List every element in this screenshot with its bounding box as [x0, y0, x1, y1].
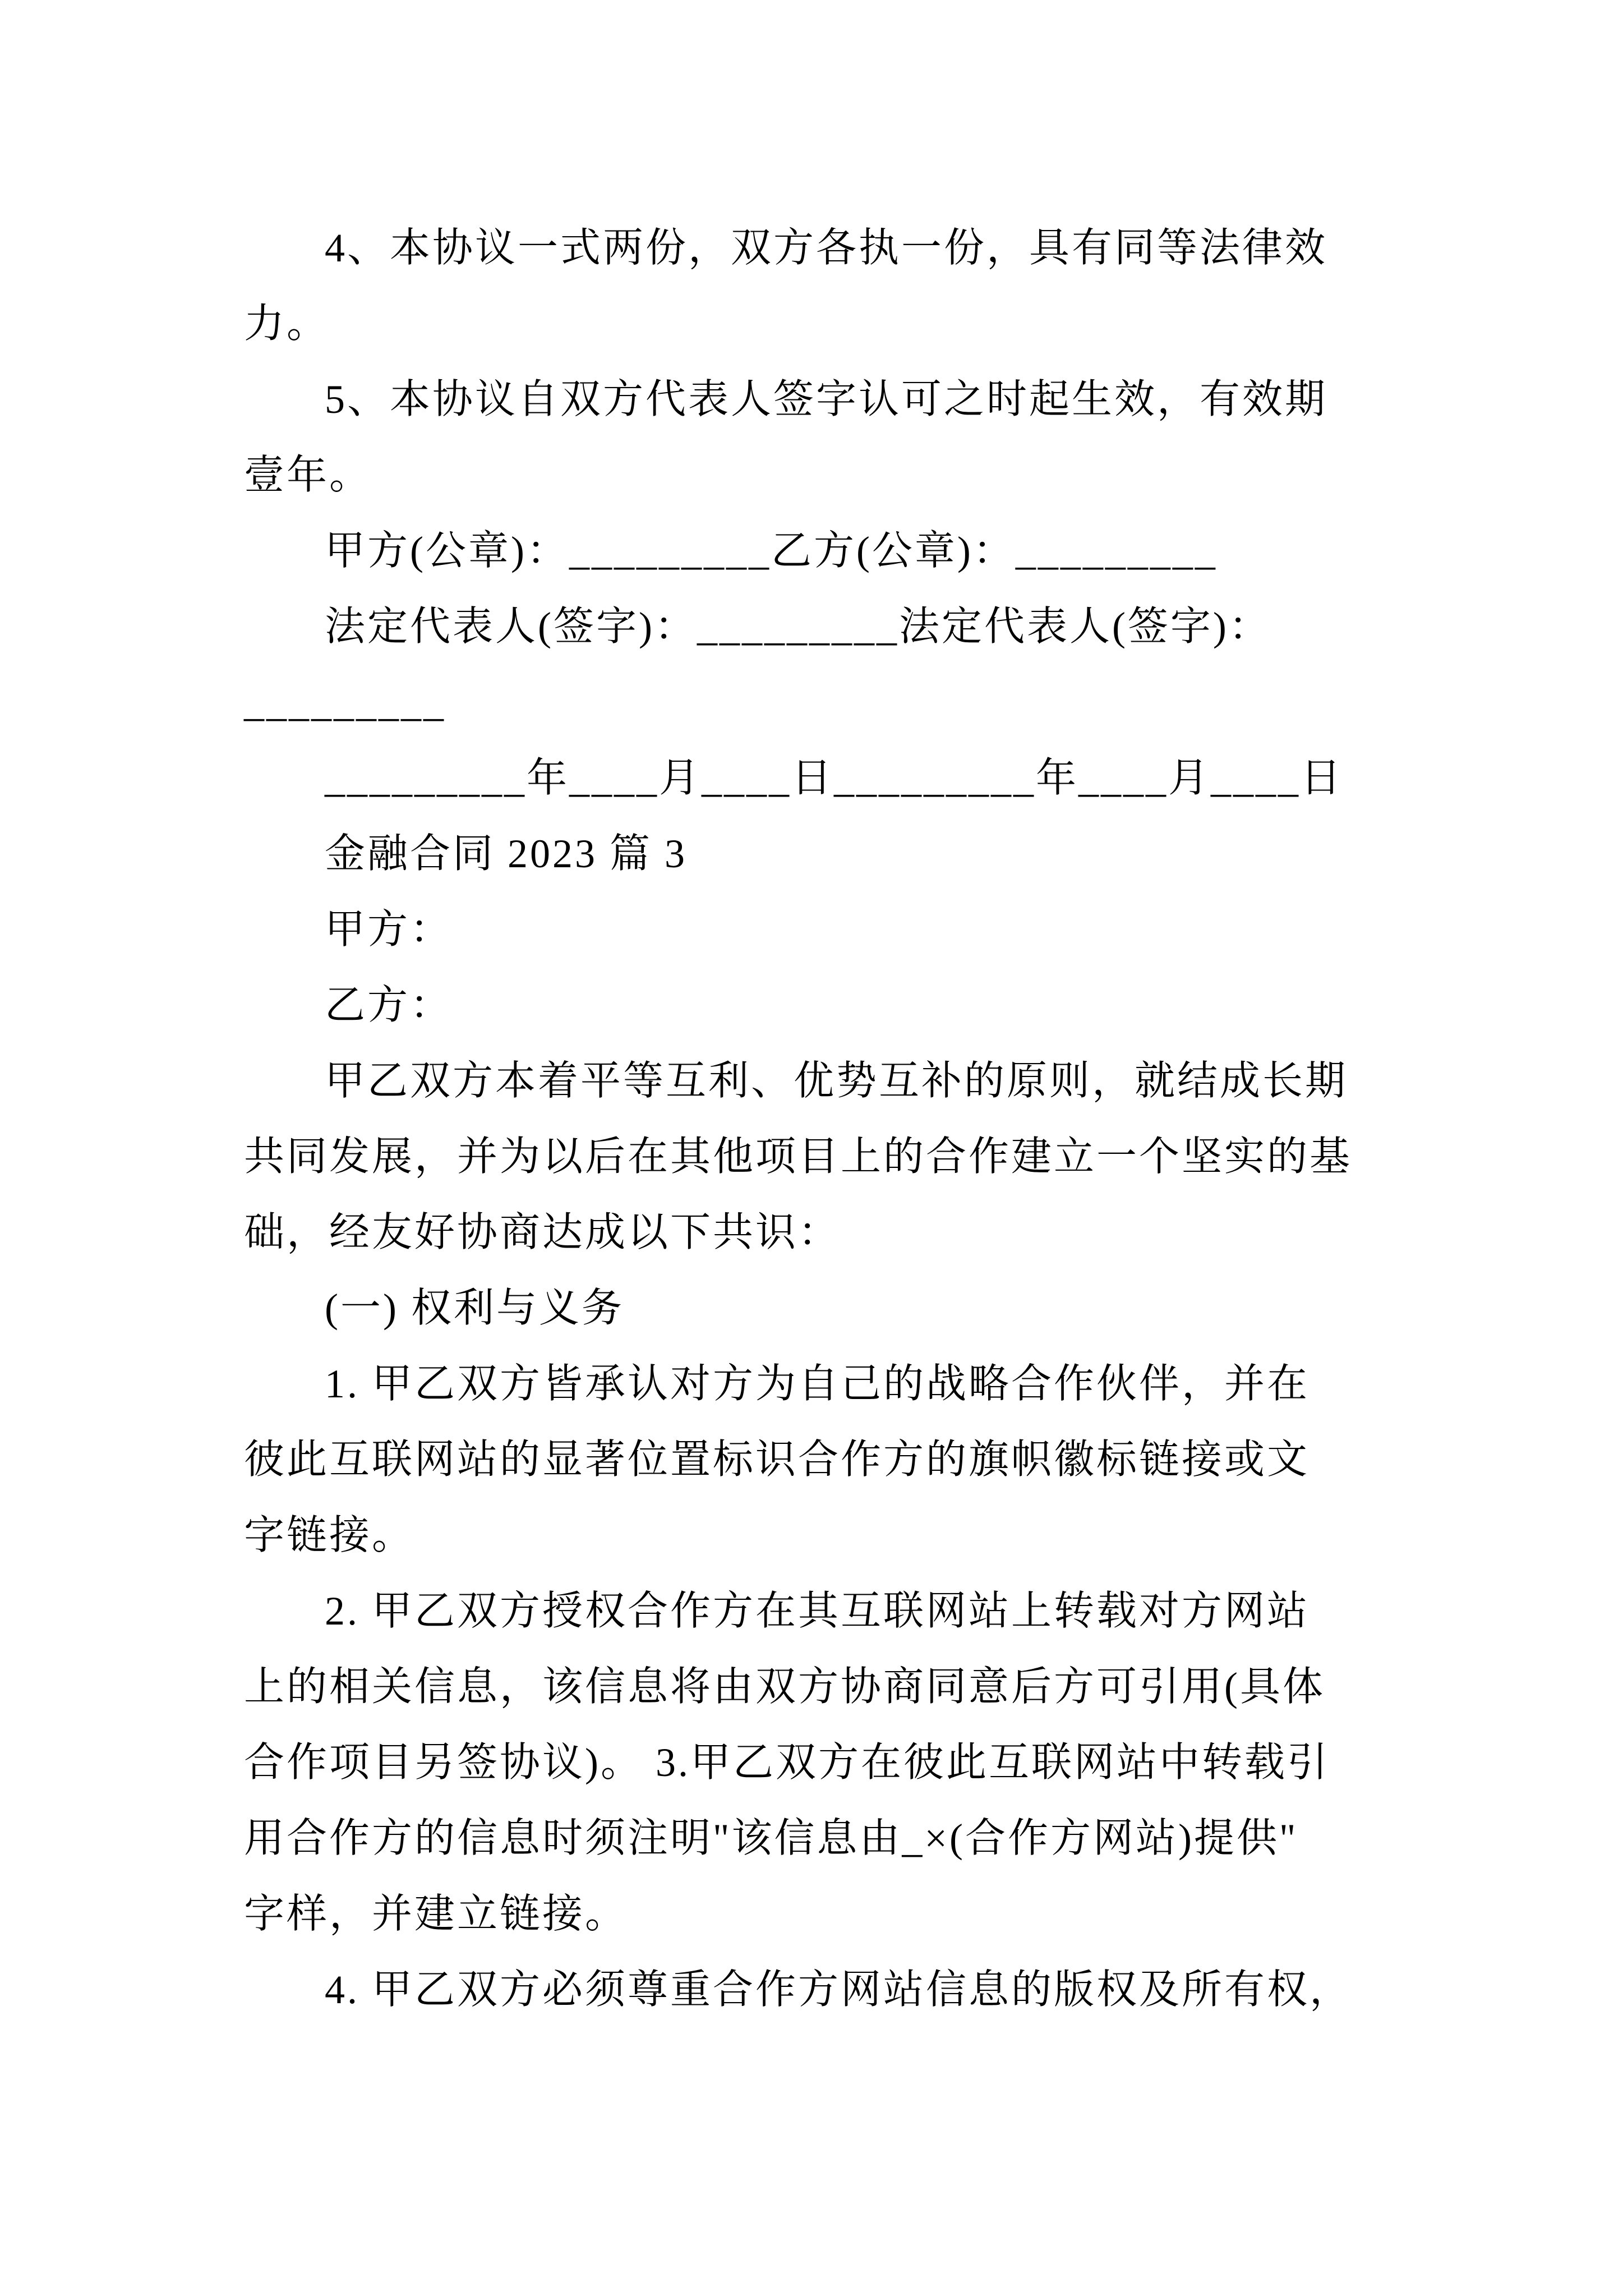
document-line: 用合作方的信息时须注明"该信息由_×(合作方网站)提供": [244, 1816, 1298, 1861]
document-line: 壹年。: [244, 453, 372, 498]
document-line: 乙方：: [325, 983, 453, 1028]
document-line: _________年____月____日_________年____月____日: [325, 756, 1343, 800]
document-line: 4. 甲乙双方必须尊重合作方网站信息的版权及所有权，: [325, 1967, 1353, 2012]
document-line: 4、本协议一式两份，双方各执一份，具有同等法律效: [325, 226, 1328, 270]
document-line: 字样，并建立链接。: [244, 1892, 628, 1936]
contract-text-block: [244, 210, 1387, 2028]
document-line: _________: [244, 680, 446, 725]
document-line: (一) 权利与义务: [325, 1286, 624, 1331]
document-line: 上的相关信息，该信息将由双方协商同意后方可引用(具体: [244, 1664, 1325, 1709]
document-line: 甲方：: [325, 907, 453, 952]
document-line: 彼此互联网站的显著位置标识合作方的旗帜徽标链接或文: [244, 1437, 1310, 1482]
document-line: 5、本协议自双方代表人签字认可之时起生效，有效期: [325, 377, 1328, 422]
document-line: 字链接。: [244, 1513, 415, 1558]
document-line: 力。: [244, 301, 330, 346]
document-line: 2. 甲乙双方授权合作方在其互联网站上转载对方网站: [325, 1589, 1310, 1634]
document-line: 金融合同 2023 篇 3: [325, 831, 688, 876]
document-line: 合作项目另签协议)。 3.甲乙双方在彼此互联网站中转载引: [244, 1740, 1330, 1785]
document-line: 甲乙双方本着平等互利、优势互补的原则，就结成长期: [325, 1059, 1348, 1103]
document-line: 法定代表人(签字)：_________法定代表人(签字)：: [325, 604, 1271, 649]
document-line: 共同发展，并为以后在其他项目上的合作建立一个坚实的基: [244, 1134, 1353, 1179]
document-line: 1. 甲乙双方皆承认对方为自己的战略合作伙伴，并在: [325, 1361, 1310, 1406]
document-line: 甲方(公章)：_________乙方(公章)：_________: [325, 528, 1218, 573]
document-line: 础，经友好协商达成以下共识：: [244, 1210, 841, 1255]
